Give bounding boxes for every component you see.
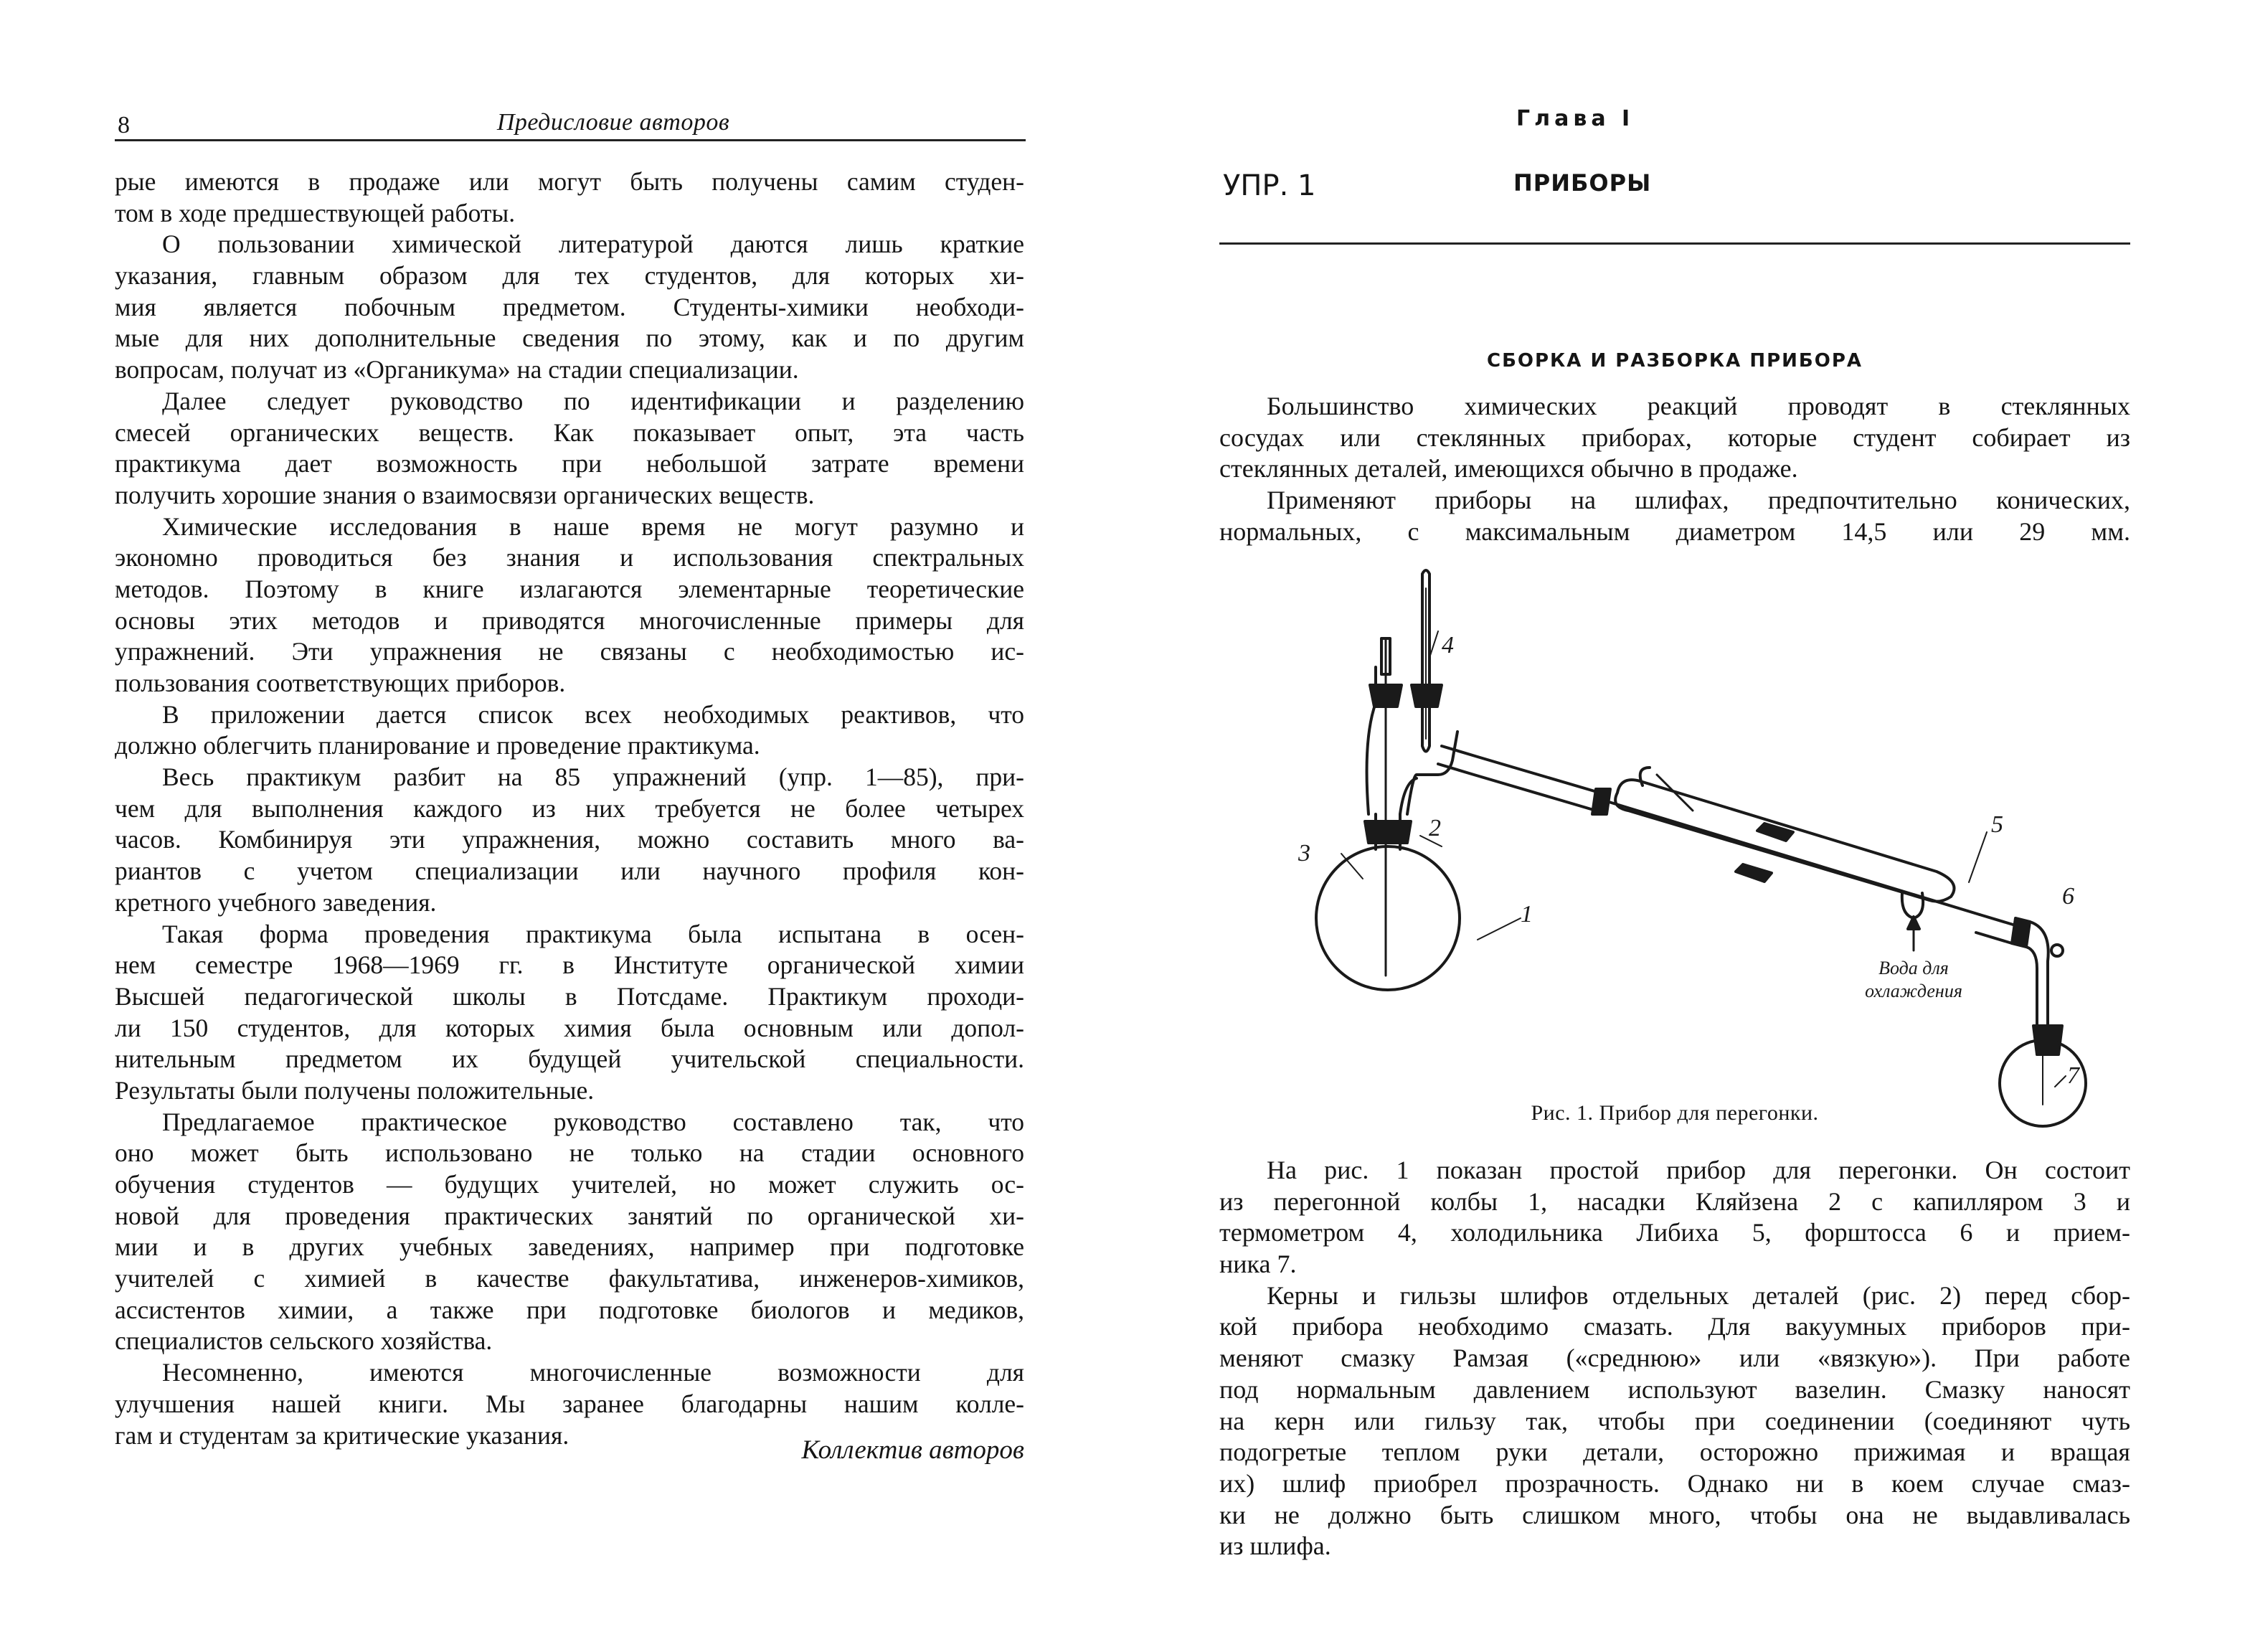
text-line: должно облегчить планирование и проведение практикума. <box>115 731 760 760</box>
text-line: из шлифа. <box>1219 1531 1331 1561</box>
exercise-number: УПР. 1 <box>1223 169 1316 202</box>
text-line: вопросам, получат из «Органикума» на стадии специализации. <box>115 355 799 384</box>
page-number: 8 <box>118 112 130 138</box>
text-line: термометром 4, холодильника Либиха 5, форштосса 6 и прием- <box>1219 1218 2130 1247</box>
water-label: Вода для <box>1878 958 1949 978</box>
topic-title: ПРИБОРЫ <box>1513 169 1652 197</box>
text-line: Высшей педагогической школы в Потсдаме. Практикум проходи- <box>115 981 1024 1011</box>
text-line: подогретые теплом руки детали, осторожно прижимая и вращая <box>1219 1438 2130 1467</box>
figure-label: 2 <box>1429 815 1441 841</box>
text-line: Керны и гильзы шлифов отдельных деталей (рис. 2) перед сбор- <box>1267 1280 2130 1310</box>
figure-label: 4 <box>1442 632 1454 659</box>
figure-caption: Рис. 1. Прибор для перегонки. <box>1531 1101 1819 1125</box>
text-line: пользования соответствующих приборов. <box>115 669 566 697</box>
text-line: специалистов сельского хозяйства. <box>115 1326 493 1356</box>
authors-signature: Коллектив авторов <box>801 1435 1024 1465</box>
text-line: ли 150 студентов, для которых химия была основным или допол- <box>115 1013 1024 1042</box>
figure-label: 5 <box>1991 811 2003 838</box>
text-line: рые имеются в продаже или могут быть получены самим студен- <box>115 167 1024 196</box>
text-line: нормальных, с максимальным диаметром 14,5 или 29 мм. <box>1219 516 2130 546</box>
text-line: ника 7. <box>1219 1250 1297 1279</box>
text-line: Далее следует руководство по идентификации и разделению <box>162 386 1024 415</box>
left-body-text <box>115 166 1024 1451</box>
text-line: Такая форма проведения практикума была испытана в осен- <box>162 919 1024 948</box>
text-line: риантов с учетом специализации или научного профиля кон- <box>115 856 1024 886</box>
text-line: Химические исследования в наше время не могут разумно и <box>162 511 1024 541</box>
text-line: мия является побочным предметом. Студенты-химики необходи- <box>115 292 1024 321</box>
figure-label: 7 <box>2067 1062 2079 1089</box>
text-line: смесей органических веществ. Как показывает опыт, эта часть <box>115 417 1024 447</box>
text-line: О пользовании химической литературой даются лишь краткие <box>162 230 1024 259</box>
text-line: мии и в других учебных заведениях, например при подготовке <box>115 1232 1024 1262</box>
text-line: оно может быть использовано не только на стадии основного <box>115 1138 1024 1168</box>
text-line: ки не должно быть слишком много, чтобы она не выдавливалась <box>1219 1500 2130 1529</box>
description-text <box>1219 1155 2130 1562</box>
header-rule <box>1219 242 2130 245</box>
text-line: часов. Комбинируя эти упражнения, можно составить много ва- <box>115 825 1024 854</box>
intro-text <box>1219 391 2130 547</box>
text-line: меняют смазку Рамзая («среднюю» или «вязкую»). При работе <box>1219 1344 2130 1373</box>
text-line: новой для проведения практических занятий по органической хи- <box>115 1201 1024 1230</box>
text-line: кой прибора необходимо смазать. Для вакуумных приборов при- <box>1219 1312 2130 1341</box>
text-line: Применяют приборы на шлифах, предпочтительно конических, <box>1267 486 2130 515</box>
text-line: Результаты были получены положительные. <box>115 1075 595 1105</box>
text-line: Весь практикум разбит на 85 упражнений (упр. 1—85), при- <box>162 763 1024 792</box>
text-line: гам и студентам за критические указания. <box>115 1420 569 1450</box>
text-line: чем для выполнения каждого из них требуется не более четырех <box>115 793 1024 823</box>
distillation-flask <box>1316 846 1460 990</box>
text-line: практикума дает возможность при небольшой затрате времени <box>115 449 1024 478</box>
text-line: том в ходе предшествующей работы. <box>115 198 516 227</box>
figure-label: 1 <box>1521 901 1533 928</box>
figure-label: 3 <box>1298 840 1310 867</box>
text-line: улучшения нашей книги. Мы заранее благодарны нашим колле- <box>115 1389 1024 1418</box>
text-line: Несомненно, имеются многочисленные возможности для <box>162 1358 1024 1387</box>
figure-label: 6 <box>2062 883 2074 910</box>
text-line: кретного учебного заведения. <box>115 887 437 917</box>
text-line: Большинство химических реакций проводят в стеклянных <box>1267 392 2130 420</box>
text-line: На рис. 1 показан простой прибор для перегонки. Он состоит <box>1267 1156 2130 1184</box>
section-title: СБОРКА И РАЗБОРКА ПРИБОРА <box>1486 350 1863 372</box>
text-line: основы этих методов и приводятся многочисленные примеры для <box>115 605 1024 635</box>
text-line: их) шлиф приобрел прозрачность. Однако ни в коем случае смаз- <box>1219 1468 2130 1498</box>
text-line: стеклянных деталей, имеющихся обычно в продаже. <box>1219 454 1798 483</box>
water-label: охлаждения <box>1865 981 1962 1001</box>
text-line: из перегонной колбы 1, насадки Кляйзена 2 с капилляром 3 и <box>1219 1186 2130 1216</box>
text-line: получить хорошие знания о взаимосвязи органических веществ. <box>115 480 815 509</box>
text-line: В приложении дается список всех необходимых реактивов, что <box>162 699 1024 729</box>
chapter-heading: Глава I <box>1516 106 1635 131</box>
text-line: упражнений. Эти упражнения не связаны с необходимостью ис- <box>115 637 1024 666</box>
text-line: под нормальным давлением используют вазелин. Смазку наносят <box>1219 1374 2130 1404</box>
text-line: учителей с химией в качестве факультатива, инженеров-химиков, <box>115 1264 1024 1293</box>
running-title: Предисловие авторов <box>496 109 730 136</box>
text-line: сосудах или стеклянных приборах, которые студент собирает из <box>1219 423 2130 452</box>
text-line: ассистентов химии, а также при подготовке биологов и медиков, <box>115 1295 1024 1324</box>
text-line: методов. Поэтому в книге излагаются элементарные теоретические <box>115 574 1024 603</box>
text-line: экономно проводиться без знания и использования спектральных <box>115 543 1024 572</box>
text-line: Предлагаемое практическое руководство составлено так, что <box>162 1107 1024 1136</box>
text-line: нем семестре 1968—1969 гг. в Институте органической химии <box>115 950 1024 980</box>
text-line: нительным предметом их будущей учительской специальности. <box>115 1044 1024 1074</box>
text-line: обучения студентов — будущих учителей, но может служить ос- <box>115 1170 1024 1199</box>
text-line: на керн или гильзу так, чтобы при соединении (соединяют чуть <box>1219 1406 2130 1435</box>
header-rule <box>115 139 1026 141</box>
text-line: мые для них дополнительные сведения по этому, как и по другим <box>115 324 1024 353</box>
distillation-apparatus-figure <box>1291 560 2079 1105</box>
text-line: указания, главным образом для тех студентов, для которых хи- <box>115 261 1024 291</box>
left-page <box>0 0 1122 1652</box>
